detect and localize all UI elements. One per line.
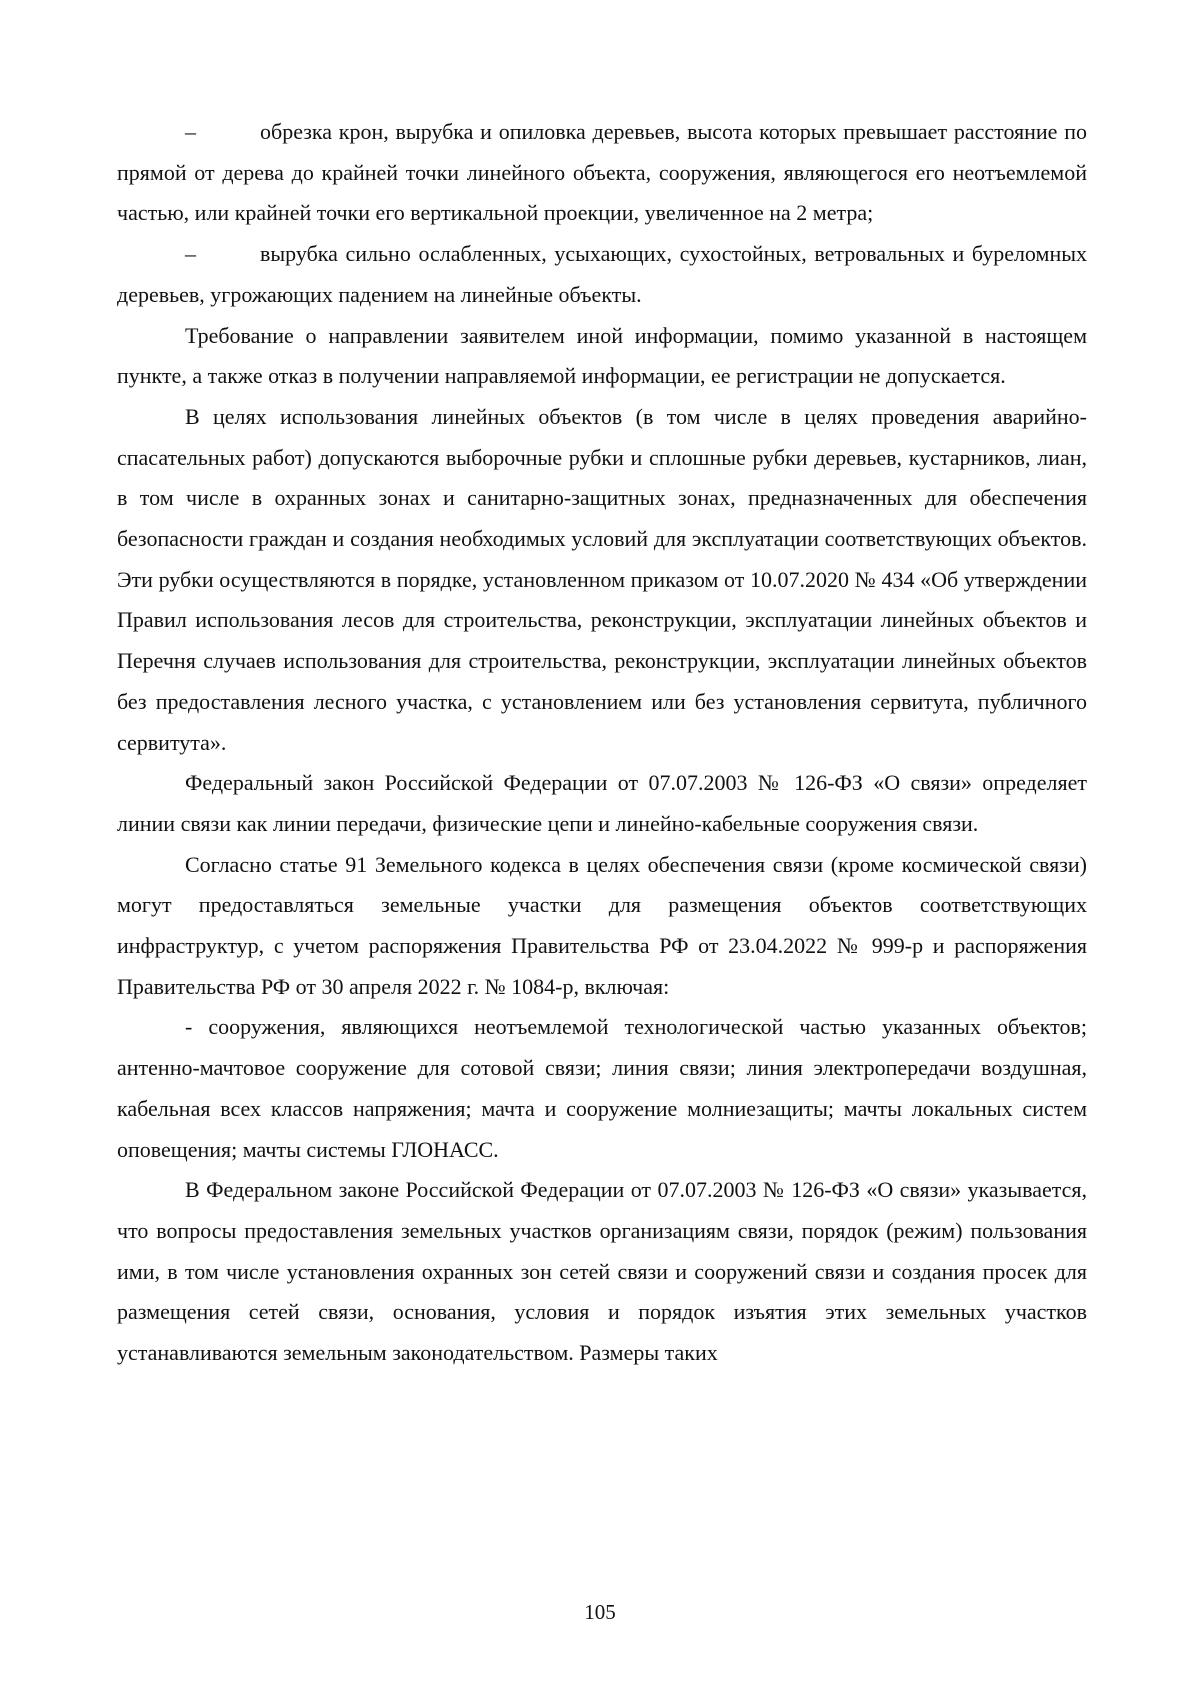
paragraph-land-code-article-91: Согласно статье 91 Земельного кодекса в целях обеспечения связи (кроме космической связи) могут предоставляться земельные участки для размещения объектов соответствующих инфраструктур, с учетом распоряжения Правительства РФ от 23.04.2022 № 999-р и распоряжения Правительства РФ от 30 апреля 2022 г. № 1084-р, включая: <box>117 851 1087 999</box>
list-item <box>117 234 1087 315</box>
paragraph-logging-rules: В целях использования линейных объектов (в том числе в целях проведения аварийно-спасательных работ) допускаются выборочные рубки и сплошные рубки деревьев, кустарников, лиан, в том числе в охранных зонах и санитарно-защитных зонах, предназначенных для обеспечения безопасности граждан и создания необходимых условий для эксплуатации соответствующих объектов. Эти рубки осуществляются в порядке, установленном приказом от 10.07.2020 № 434 «Об утверждении Правил использования лесов для строительства, реконструкции, эксплуатации линейных объектов и Перечня случаев использования для строительства, реконструкции, эксплуатации линейных объектов без предоставления лесного участка, с установлением или без установления сервитута, публичного сервитута». <box>117 403 1087 755</box>
list-item <box>117 112 1087 234</box>
list-item-text: вырубка сильно ослабленных, усыхающих, сухостойных, ветровальных и буреломных деревьев, угрожающих падением на линейные объекты. <box>117 241 1087 307</box>
paragraph-structures-list: - сооружения, являющихся неотъемлемой технологической частью указанных объектов; антенно-мачтовое сооружение для сотовой связи; линия связи; линия электропередачи воздушная, кабельная всех классов напряжения; мачта и сооружение молниезащиты; мачты локальных систем оповещения; мачты системы ГЛОНАСС. <box>117 1014 1087 1162</box>
paragraph-federal-law-land: В Федеральном законе Российской Федерации от 07.07.2003 № 126-ФЗ «О связи» указывается, что вопросы предоставления земельных участков организациям связи, порядок (режим) пользования ими, в том числе установления охранных зон сетей связи и сооружений связи и создания просек для размещения сетей связи, основания, условия и порядок изъятия этих земельных участков устанавливаются земельным законодательством. Размеры таких <box>117 1177 1087 1366</box>
paragraph-federal-law-definition: Федеральный закон Российской Федерации от 07.07.2003 № 126-ФЗ «О связи» определяет линии связи как линии передачи, физические цепи и линейно-кабельные сооружения связи. <box>117 770 1087 836</box>
list-marker: – <box>185 119 196 144</box>
paragraph-info-requirement: Требование о направлении заявителем иной информации, помимо указанной в настоящем пункте, а также отказ в получении направляемой информации, ее регистрации не допускается. <box>117 322 1087 389</box>
page-number: 105 <box>584 1600 616 1624</box>
list-marker: – <box>185 241 196 267</box>
document-page <box>117 112 1087 1374</box>
list-item-text: обрезка крон, вырубка и опиловка деревьев, высота которых превышает расстояние по прямой от дерева до крайней точки линейного объекта, сооружения, являющегося его неотъемлемой частью, или крайней точки его вертикальной проекции, увеличенное на 2 метра; <box>117 119 1087 226</box>
